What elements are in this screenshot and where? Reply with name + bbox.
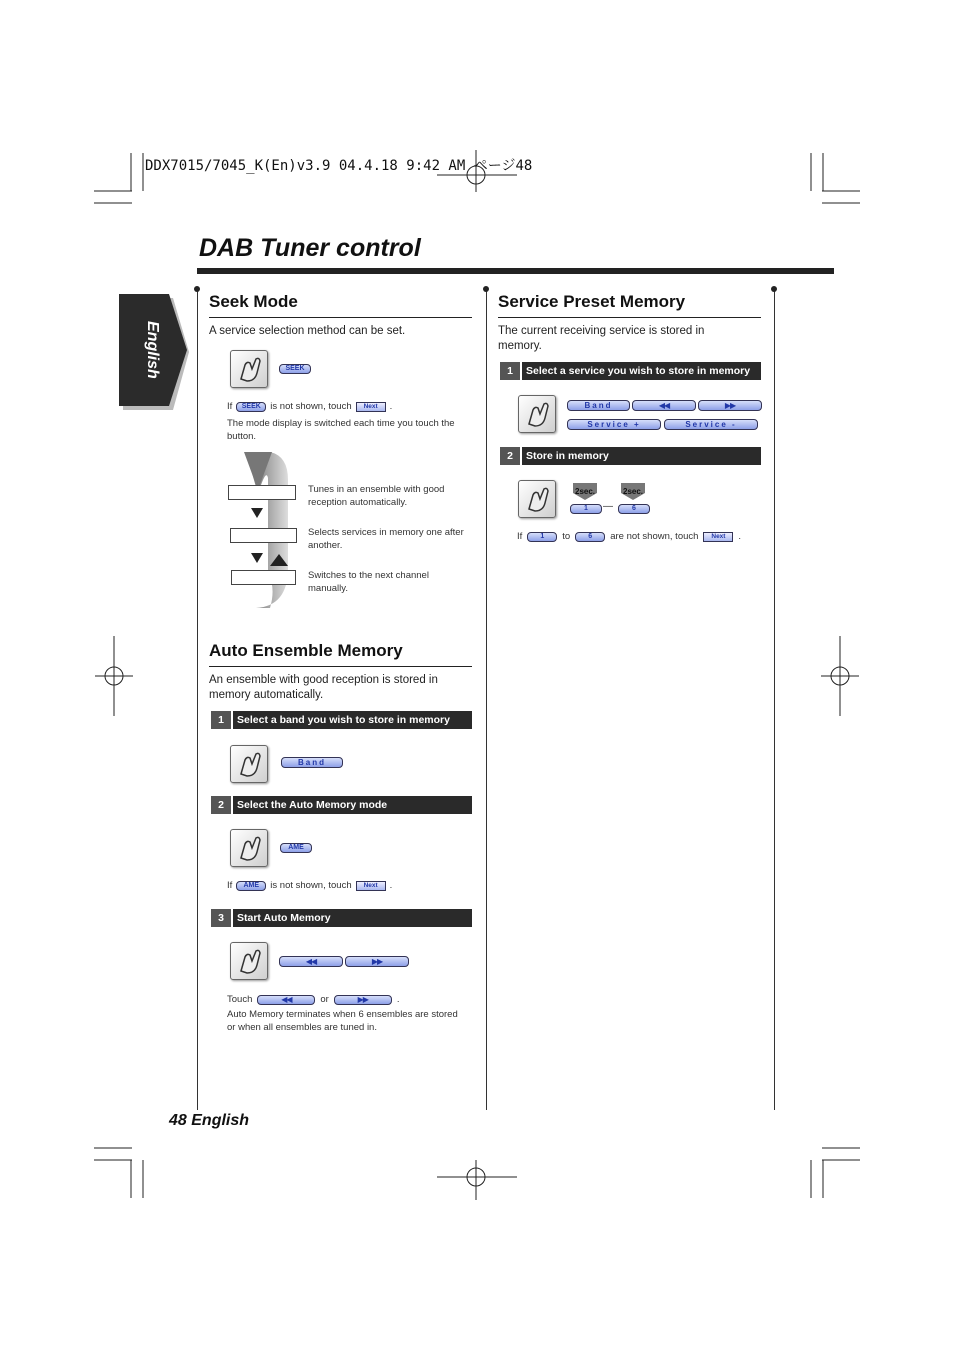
ame-step-1 <box>211 711 472 729</box>
hold-label: 2sec. <box>575 487 596 496</box>
touch-hand-icon <box>230 745 268 783</box>
language-tab-label: English <box>144 321 161 379</box>
ame-note-if: If <box>227 880 233 891</box>
or-word: or <box>320 994 329 1005</box>
preset-6-button-inline[interactable]: 6 <box>575 532 605 542</box>
service-minus-button[interactable]: Service - <box>664 419 758 430</box>
column-dot <box>771 286 777 292</box>
mode-desc-1: Tunes in an ensemble with good reception automatically. <box>308 484 445 508</box>
ame-step-2 <box>211 796 472 814</box>
step-label: Select a band you wish to store in memory <box>237 714 450 726</box>
band-button[interactable]: Band <box>281 757 343 768</box>
seek-heading: Seek Mode <box>209 292 298 311</box>
mode-box-3 <box>231 570 296 585</box>
service-plus-button[interactable]: Service + <box>567 419 661 430</box>
column-line-right <box>774 290 775 1110</box>
ame-step-3 <box>211 909 472 927</box>
step-label: Start Auto Memory <box>237 912 331 924</box>
seek-intro: A service selection method can be set. <box>209 325 406 337</box>
seek-down-button[interactable]: ◀◀ <box>279 956 343 967</box>
seek-down-button[interactable]: ◀◀ <box>632 400 696 411</box>
band-button[interactable]: Band <box>567 400 630 411</box>
spm-note-mid: are not shown, touch <box>610 531 699 542</box>
column-dot <box>483 286 489 292</box>
touch-end: . <box>396 994 400 1005</box>
hold-label: 2sec. <box>623 487 644 496</box>
column-line-mid <box>486 290 487 1110</box>
step-number: 1 <box>211 711 233 729</box>
seek-note-end: . <box>389 401 393 412</box>
mode-desc-3: Switches to the next channel manually. <box>308 570 429 594</box>
step-label: Select the Auto Memory mode <box>237 799 388 811</box>
seek-rule <box>209 317 472 318</box>
spm-step-2 <box>500 447 761 465</box>
touch-hand-icon <box>230 942 268 980</box>
seek-note-mid: is not shown, touch <box>270 401 352 412</box>
seek-button[interactable]: SEEK <box>279 364 311 374</box>
preset-1-button[interactable]: 1 <box>570 504 602 514</box>
seek-note-if: If <box>227 401 233 412</box>
preset-1-button-inline[interactable]: 1 <box>527 532 557 542</box>
mode-box-2 <box>230 528 297 543</box>
spm-note <box>517 530 767 543</box>
next-button[interactable]: Next <box>356 402 386 412</box>
seek-note2: The mode display is switched each time you touch the button. <box>227 418 455 442</box>
spm-rule <box>498 317 761 318</box>
step-label: Store in memory <box>526 450 609 462</box>
step-label: Select a service you wish to store in memory <box>526 365 751 377</box>
ame-button-inline[interactable]: AME <box>236 881 266 891</box>
seek-button-inline[interactable]: SEEK <box>236 402 266 412</box>
spm-note-end: . <box>738 531 742 542</box>
seek-note <box>227 400 477 413</box>
touch-hand-icon <box>230 350 268 388</box>
title-bar <box>197 268 834 274</box>
ame-note-mid: is not shown, touch <box>270 880 352 891</box>
touch-hand-icon <box>518 480 556 518</box>
spm-note-to: to <box>562 531 571 542</box>
spm-note-if: If <box>517 531 523 542</box>
page-footer: 48 English <box>169 1112 250 1129</box>
spm-step-1 <box>500 362 761 380</box>
touch-word: Touch <box>227 994 253 1005</box>
seek-up-button[interactable]: ▶▶ <box>698 400 762 411</box>
ame-note-end: . <box>389 880 393 891</box>
mode-desc-2: Selects services in memory one after another. <box>308 527 464 551</box>
touch-hand-icon <box>230 829 268 867</box>
seek-up-button[interactable]: ▶▶ <box>345 956 409 967</box>
print-header: DDX7015/7045_K(En)v3.9 04.4.18 9:42 AM ページ48 <box>145 158 533 174</box>
ame-note3: Auto Memory terminates when 6 ensembles are stored or when all ensembles are tuned in. <box>227 1009 458 1033</box>
step-number: 1 <box>500 362 522 380</box>
spm-heading: Service Preset Memory <box>498 292 686 311</box>
ame-heading: Auto Ensemble Memory <box>209 641 403 660</box>
page-title: DAB Tuner control <box>199 234 421 262</box>
seek-down-button-inline[interactable]: ◀◀ <box>257 995 315 1005</box>
step-number: 2 <box>211 796 233 814</box>
ame-touch-note <box>227 993 477 1006</box>
column-line-left <box>197 290 198 1110</box>
mode-box-1 <box>228 485 296 500</box>
step-number: 2 <box>500 447 522 465</box>
touch-hand-icon <box>518 395 556 433</box>
preset-6-button[interactable]: 6 <box>618 504 650 514</box>
seek-up-button-inline[interactable]: ▶▶ <box>334 995 392 1005</box>
preset-range-dash: — <box>603 501 613 512</box>
spm-intro: The current receiving service is stored in memory. <box>498 325 705 352</box>
step-number: 3 <box>211 909 233 927</box>
ame-rule <box>209 666 472 667</box>
ame-note <box>227 879 477 892</box>
column-dot <box>194 286 200 292</box>
next-button[interactable]: Next <box>703 532 733 542</box>
ame-intro: An ensemble with good reception is stored in memory automatically. <box>209 674 438 701</box>
ame-button[interactable]: AME <box>280 843 312 853</box>
next-button[interactable]: Next <box>356 881 386 891</box>
